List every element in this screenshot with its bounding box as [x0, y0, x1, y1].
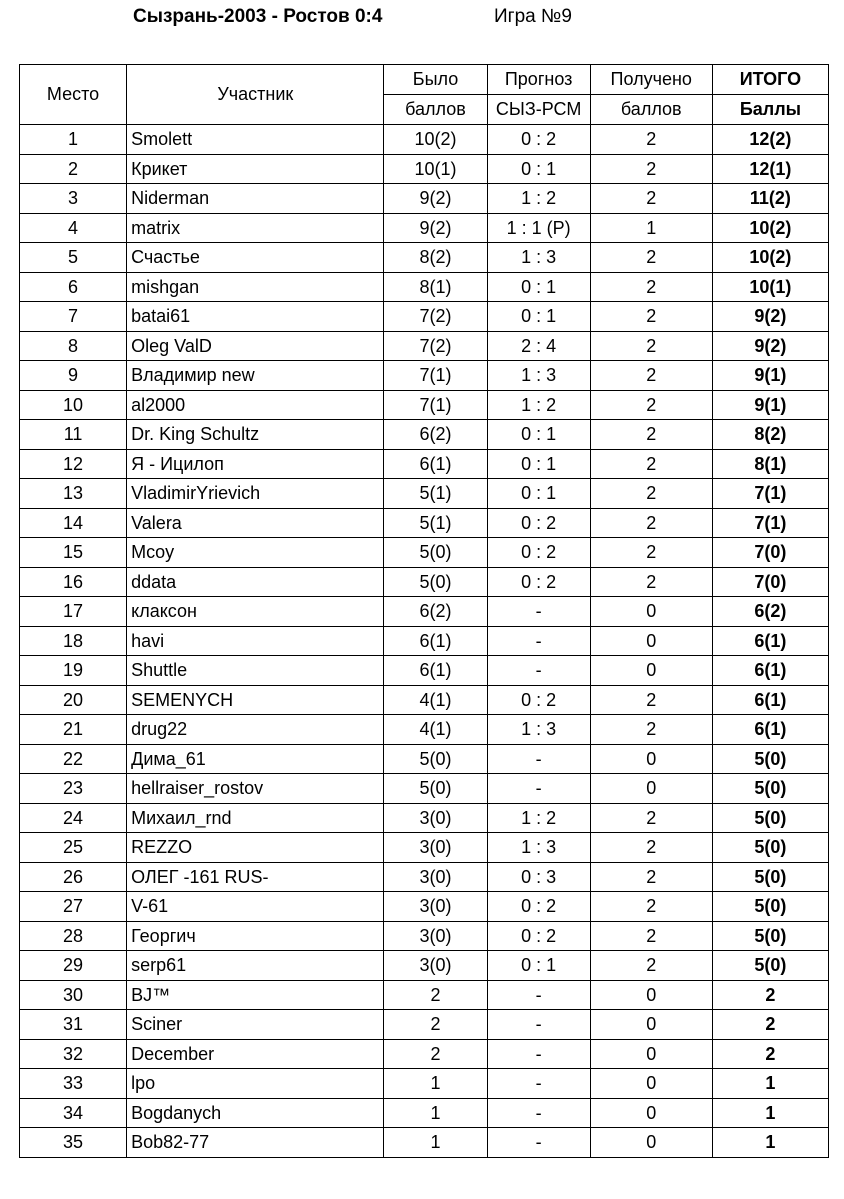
cell-participant: Дима_61 [127, 744, 384, 774]
cell-total-points: 9(1) [712, 390, 828, 420]
cell-was-points: 7(1) [384, 390, 487, 420]
cell-total-points: 10(2) [712, 213, 828, 243]
cell-was-points: 5(1) [384, 479, 487, 509]
cell-got-points: 0 [590, 597, 712, 627]
game-number: Игра №9 [494, 6, 572, 27]
cell-participant: havi [127, 626, 384, 656]
header-was-bottom: баллов [384, 95, 487, 125]
cell-place: 22 [20, 744, 127, 774]
cell-place: 2 [20, 154, 127, 184]
cell-was-points: 3(0) [384, 951, 487, 981]
cell-total-points: 7(0) [712, 538, 828, 568]
table-row [20, 567, 829, 597]
cell-forecast: 0 : 1 [487, 272, 590, 302]
cell-was-points: 2 [384, 980, 487, 1010]
cell-participant: клаксон [127, 597, 384, 627]
cell-place: 18 [20, 626, 127, 656]
cell-total-points: 9(1) [712, 361, 828, 391]
cell-place: 12 [20, 449, 127, 479]
cell-participant: BJ™ [127, 980, 384, 1010]
table-header [20, 65, 829, 125]
cell-forecast: - [487, 597, 590, 627]
cell-participant: lpo [127, 1069, 384, 1099]
cell-was-points: 3(0) [384, 803, 487, 833]
cell-total-points: 5(0) [712, 833, 828, 863]
cell-total-points: 6(2) [712, 597, 828, 627]
cell-place: 3 [20, 184, 127, 214]
cell-place: 27 [20, 892, 127, 922]
cell-participant: Niderman [127, 184, 384, 214]
cell-was-points: 8(2) [384, 243, 487, 273]
cell-participant: V-61 [127, 892, 384, 922]
cell-total-points: 8(2) [712, 420, 828, 450]
table-row [20, 361, 829, 391]
cell-was-points: 4(1) [384, 685, 487, 715]
cell-was-points: 1 [384, 1128, 487, 1158]
cell-got-points: 0 [590, 1069, 712, 1099]
header-got-top: Получено [590, 65, 712, 95]
table-row [20, 862, 829, 892]
cell-participant: Shuttle [127, 656, 384, 686]
cell-forecast: 1 : 2 [487, 390, 590, 420]
cell-got-points: 2 [590, 833, 712, 863]
table-row [20, 243, 829, 273]
cell-forecast: 1 : 1 (P) [487, 213, 590, 243]
cell-was-points: 6(1) [384, 449, 487, 479]
cell-participant: hellraiser_rostov [127, 774, 384, 804]
cell-got-points: 2 [590, 184, 712, 214]
cell-was-points: 5(0) [384, 744, 487, 774]
cell-forecast: - [487, 1010, 590, 1040]
cell-got-points: 2 [590, 685, 712, 715]
cell-total-points: 5(0) [712, 744, 828, 774]
cell-participant: Георгич [127, 921, 384, 951]
cell-participant: drug22 [127, 715, 384, 745]
cell-participant: Smolett [127, 125, 384, 155]
table-row [20, 449, 829, 479]
cell-forecast: 0 : 1 [487, 479, 590, 509]
cell-got-points: 2 [590, 803, 712, 833]
cell-forecast: 0 : 1 [487, 951, 590, 981]
cell-place: 25 [20, 833, 127, 863]
cell-forecast: 0 : 2 [487, 538, 590, 568]
cell-place: 9 [20, 361, 127, 391]
cell-participant: Valera [127, 508, 384, 538]
cell-forecast: 1 : 2 [487, 803, 590, 833]
cell-participant: Крикет [127, 154, 384, 184]
table-row [20, 980, 829, 1010]
cell-got-points: 2 [590, 508, 712, 538]
cell-total-points: 12(1) [712, 154, 828, 184]
cell-participant: ОЛЕГ -161 RUS- [127, 862, 384, 892]
cell-total-points: 5(0) [712, 803, 828, 833]
cell-total-points: 6(1) [712, 685, 828, 715]
cell-got-points: 2 [590, 154, 712, 184]
cell-place: 20 [20, 685, 127, 715]
cell-forecast: - [487, 1069, 590, 1099]
cell-was-points: 9(2) [384, 184, 487, 214]
cell-total-points: 5(0) [712, 921, 828, 951]
table-row [20, 272, 829, 302]
cell-forecast: 0 : 3 [487, 862, 590, 892]
table-row [20, 1069, 829, 1099]
cell-total-points: 5(0) [712, 951, 828, 981]
cell-got-points: 2 [590, 331, 712, 361]
cell-place: 5 [20, 243, 127, 273]
cell-got-points: 0 [590, 1010, 712, 1040]
cell-place: 35 [20, 1128, 127, 1158]
header-forecast-bottom: СЫЗ-РСМ [487, 95, 590, 125]
table-body [20, 125, 829, 1158]
cell-forecast: - [487, 626, 590, 656]
cell-place: 19 [20, 656, 127, 686]
cell-place: 31 [20, 1010, 127, 1040]
cell-total-points: 7(1) [712, 479, 828, 509]
cell-total-points: 7(0) [712, 567, 828, 597]
table-row [20, 184, 829, 214]
table-row [20, 803, 829, 833]
cell-got-points: 0 [590, 744, 712, 774]
table-row [20, 1098, 829, 1128]
cell-forecast: 2 : 4 [487, 331, 590, 361]
standings-table [19, 64, 829, 1158]
cell-total-points: 2 [712, 980, 828, 1010]
header-total-bottom: Баллы [712, 95, 828, 125]
cell-forecast: - [487, 1128, 590, 1158]
cell-was-points: 7(2) [384, 331, 487, 361]
cell-got-points: 1 [590, 213, 712, 243]
cell-total-points: 2 [712, 1010, 828, 1040]
table-row [20, 656, 829, 686]
cell-participant: matrix [127, 213, 384, 243]
cell-was-points: 10(1) [384, 154, 487, 184]
cell-participant: December [127, 1039, 384, 1069]
cell-was-points: 3(0) [384, 892, 487, 922]
table-row [20, 538, 829, 568]
cell-total-points: 6(1) [712, 656, 828, 686]
cell-participant: serp61 [127, 951, 384, 981]
cell-place: 4 [20, 213, 127, 243]
cell-got-points: 0 [590, 774, 712, 804]
cell-was-points: 9(2) [384, 213, 487, 243]
cell-got-points: 2 [590, 921, 712, 951]
cell-got-points: 2 [590, 892, 712, 922]
table-row [20, 213, 829, 243]
cell-total-points: 9(2) [712, 302, 828, 332]
cell-was-points: 2 [384, 1039, 487, 1069]
cell-got-points: 2 [590, 951, 712, 981]
cell-forecast: - [487, 1039, 590, 1069]
cell-forecast: 1 : 2 [487, 184, 590, 214]
cell-was-points: 4(1) [384, 715, 487, 745]
cell-forecast: 1 : 3 [487, 715, 590, 745]
cell-was-points: 6(2) [384, 597, 487, 627]
cell-place: 32 [20, 1039, 127, 1069]
cell-got-points: 2 [590, 361, 712, 391]
cell-place: 29 [20, 951, 127, 981]
cell-place: 10 [20, 390, 127, 420]
cell-got-points: 2 [590, 479, 712, 509]
cell-was-points: 6(1) [384, 626, 487, 656]
cell-total-points: 5(0) [712, 892, 828, 922]
table-row [20, 508, 829, 538]
cell-was-points: 3(0) [384, 921, 487, 951]
header-forecast-top: Прогноз [487, 65, 590, 95]
cell-participant: al2000 [127, 390, 384, 420]
table-row [20, 951, 829, 981]
cell-was-points: 1 [384, 1069, 487, 1099]
cell-participant: Mcoy [127, 538, 384, 568]
cell-participant: batai61 [127, 302, 384, 332]
cell-forecast: 0 : 2 [487, 685, 590, 715]
cell-total-points: 1 [712, 1098, 828, 1128]
cell-was-points: 5(0) [384, 538, 487, 568]
cell-place: 13 [20, 479, 127, 509]
cell-place: 6 [20, 272, 127, 302]
cell-got-points: 0 [590, 980, 712, 1010]
cell-participant: REZZO [127, 833, 384, 863]
cell-was-points: 5(0) [384, 774, 487, 804]
cell-participant: Dr. King Schultz [127, 420, 384, 450]
cell-forecast: 0 : 2 [487, 892, 590, 922]
cell-got-points: 2 [590, 420, 712, 450]
header-total-top: ИТОГО [712, 65, 828, 95]
header-got-bottom: баллов [590, 95, 712, 125]
cell-forecast: 0 : 1 [487, 302, 590, 332]
cell-was-points: 5(0) [384, 567, 487, 597]
cell-participant: Владимир new [127, 361, 384, 391]
cell-was-points: 7(1) [384, 361, 487, 391]
cell-participant: SEMENYCH [127, 685, 384, 715]
header-was-top: Было [384, 65, 487, 95]
cell-was-points: 7(2) [384, 302, 487, 332]
page-title: Сызрань-2003 - Ростов 0:4 [133, 6, 383, 27]
cell-total-points: 12(2) [712, 125, 828, 155]
cell-got-points: 2 [590, 272, 712, 302]
cell-was-points: 8(1) [384, 272, 487, 302]
table-row [20, 420, 829, 450]
table-row [20, 1010, 829, 1040]
cell-total-points: 5(0) [712, 774, 828, 804]
cell-place: 1 [20, 125, 127, 155]
cell-total-points: 9(2) [712, 331, 828, 361]
cell-forecast: - [487, 656, 590, 686]
table-row [20, 479, 829, 509]
cell-was-points: 1 [384, 1098, 487, 1128]
cell-place: 30 [20, 980, 127, 1010]
cell-was-points: 6(1) [384, 656, 487, 686]
cell-forecast: - [487, 980, 590, 1010]
table-row [20, 715, 829, 745]
table-row [20, 833, 829, 863]
cell-got-points: 0 [590, 656, 712, 686]
cell-total-points: 1 [712, 1069, 828, 1099]
cell-place: 17 [20, 597, 127, 627]
cell-total-points: 6(1) [712, 626, 828, 656]
cell-participant: Bogdanych [127, 1098, 384, 1128]
cell-got-points: 2 [590, 390, 712, 420]
cell-participant: VladimirYrievich [127, 479, 384, 509]
cell-forecast: 0 : 1 [487, 449, 590, 479]
cell-participant: Sciner [127, 1010, 384, 1040]
table-row [20, 390, 829, 420]
table-row [20, 125, 829, 155]
cell-forecast: 0 : 2 [487, 567, 590, 597]
cell-place: 11 [20, 420, 127, 450]
cell-forecast: - [487, 774, 590, 804]
cell-total-points: 2 [712, 1039, 828, 1069]
cell-forecast: 0 : 1 [487, 420, 590, 450]
cell-total-points: 7(1) [712, 508, 828, 538]
cell-total-points: 1 [712, 1128, 828, 1158]
cell-forecast: 1 : 3 [487, 243, 590, 273]
cell-participant: Счастье [127, 243, 384, 273]
table-row [20, 597, 829, 627]
cell-was-points: 3(0) [384, 862, 487, 892]
table-row [20, 1128, 829, 1158]
cell-participant: Bob82-77 [127, 1128, 384, 1158]
header-place: Место [20, 65, 127, 125]
cell-place: 23 [20, 774, 127, 804]
cell-was-points: 6(2) [384, 420, 487, 450]
cell-got-points: 2 [590, 449, 712, 479]
cell-place: 24 [20, 803, 127, 833]
cell-got-points: 2 [590, 567, 712, 597]
cell-forecast: - [487, 744, 590, 774]
cell-forecast: 0 : 2 [487, 508, 590, 538]
cell-total-points: 6(1) [712, 715, 828, 745]
table-row [20, 302, 829, 332]
cell-place: 26 [20, 862, 127, 892]
table-row [20, 921, 829, 951]
cell-got-points: 2 [590, 302, 712, 332]
cell-was-points: 10(2) [384, 125, 487, 155]
cell-participant: Я - Ицилоп [127, 449, 384, 479]
cell-place: 28 [20, 921, 127, 951]
cell-got-points: 2 [590, 715, 712, 745]
cell-place: 7 [20, 302, 127, 332]
cell-got-points: 0 [590, 1128, 712, 1158]
cell-place: 33 [20, 1069, 127, 1099]
cell-got-points: 2 [590, 125, 712, 155]
table-row [20, 1039, 829, 1069]
cell-total-points: 5(0) [712, 862, 828, 892]
table-row [20, 774, 829, 804]
cell-place: 34 [20, 1098, 127, 1128]
cell-forecast: 0 : 2 [487, 921, 590, 951]
cell-place: 16 [20, 567, 127, 597]
table-row [20, 154, 829, 184]
cell-participant: Oleg ValD [127, 331, 384, 361]
cell-place: 15 [20, 538, 127, 568]
cell-total-points: 11(2) [712, 184, 828, 214]
cell-forecast: 1 : 3 [487, 833, 590, 863]
cell-got-points: 2 [590, 862, 712, 892]
cell-participant: mishgan [127, 272, 384, 302]
cell-forecast: 0 : 2 [487, 125, 590, 155]
cell-was-points: 5(1) [384, 508, 487, 538]
cell-total-points: 10(2) [712, 243, 828, 273]
table-row [20, 744, 829, 774]
cell-was-points: 2 [384, 1010, 487, 1040]
cell-got-points: 0 [590, 626, 712, 656]
cell-was-points: 3(0) [384, 833, 487, 863]
cell-place: 8 [20, 331, 127, 361]
table-row [20, 626, 829, 656]
header-participant: Участник [127, 65, 384, 125]
cell-forecast: 1 : 3 [487, 361, 590, 391]
cell-got-points: 0 [590, 1039, 712, 1069]
table-row [20, 685, 829, 715]
cell-forecast: - [487, 1098, 590, 1128]
cell-place: 14 [20, 508, 127, 538]
table-row [20, 892, 829, 922]
cell-participant: Михаил_rnd [127, 803, 384, 833]
cell-got-points: 2 [590, 243, 712, 273]
cell-place: 21 [20, 715, 127, 745]
cell-got-points: 0 [590, 1098, 712, 1128]
cell-got-points: 2 [590, 538, 712, 568]
table-row [20, 331, 829, 361]
cell-forecast: 0 : 1 [487, 154, 590, 184]
cell-total-points: 8(1) [712, 449, 828, 479]
cell-total-points: 10(1) [712, 272, 828, 302]
cell-participant: ddata [127, 567, 384, 597]
